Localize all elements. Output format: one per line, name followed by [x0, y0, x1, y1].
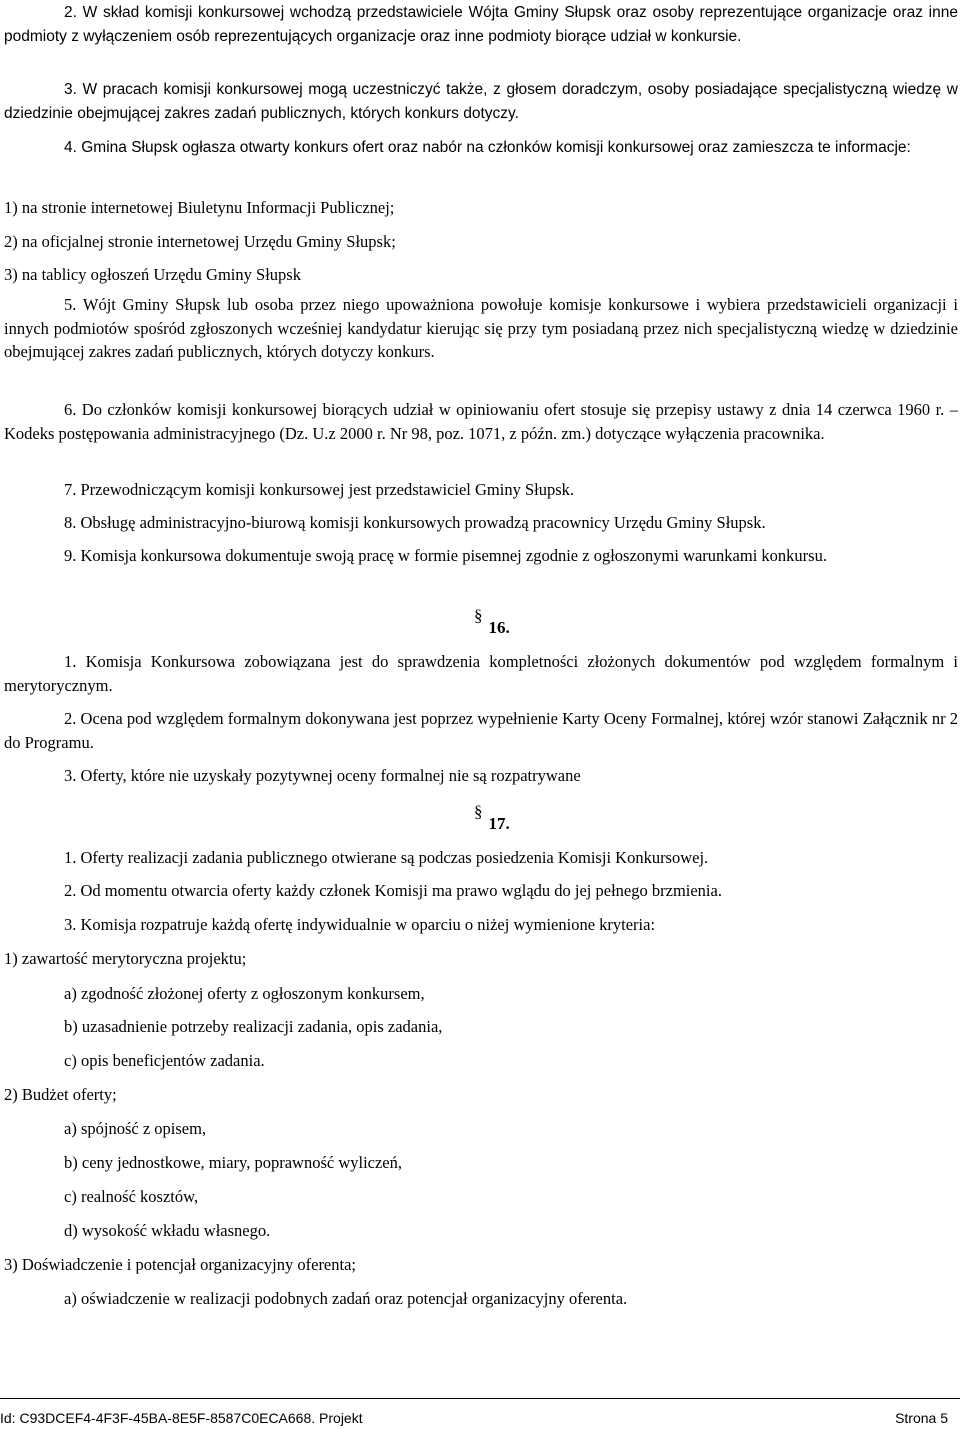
criterion-2d: d) wysokość wkładu własnego.: [64, 1221, 271, 1240]
section-number: 17.: [488, 814, 510, 833]
criterion-1b: b) uzasadnienie potrzeby realizacji zadania, opis zadania,: [64, 1017, 443, 1036]
criterion-3: 3) Doświadczenie i potencjał organizacyjny oferenta;: [4, 1255, 357, 1274]
criterion-2a: a) spójność z opisem,: [64, 1119, 207, 1138]
criterion-2: 2) Budżet oferty;: [4, 1085, 117, 1104]
paragraph-15-6: 6. Do członków komisji konkursowej biorących udział w opiniowaniu ofert stosuje się przepisy ustawy z dnia 14 czerwca 1960 r. – Kodeks postępowania administracyjnego (Dz. U.z 2000 r. Nr 98, poz. 1071, z późn. zm.) dotyczące wyłączenia pracownika.: [4, 400, 958, 443]
section-number: 16.: [488, 618, 510, 637]
criterion-1a: a) zgodność złożonej oferty z ogłoszonym konkursem,: [64, 984, 425, 1003]
list-item-15-4-2: 2) na oficjalnej stronie internetowej Urzędu Gminy Słupsk;: [4, 232, 396, 251]
paragraph-15-5: 5. Wójt Gminy Słupsk lub osoba przez niego upoważniona powołuje komisje konkursowe i wybiera przedstawicieli organizacji i innych podmiotów spośród zgłoszonych wcześniej kandydatur kierując się przy tym posiadaną przez nich specjalistyczną wiedzę w dziedzinie obejmującej zakres zadań publicznych, których dotyczy konkurs.: [4, 295, 958, 361]
section-heading-17: [474, 802, 510, 836]
paragraph-15-8: 8. Obsługę administracyjno-biurową komisji konkursowych prowadzą pracownicy Urzędu Gminy Słupsk.: [64, 513, 766, 532]
page-footer: [0, 1398, 960, 1429]
paragraph-17-1: 1. Oferty realizacji zadania publicznego otwierane są podczas posiedzenia Komisji Konkursowej.: [64, 848, 709, 867]
paragraph-15-7: 7. Przewodniczącym komisji konkursowej jest przedstawiciel Gminy Słupsk.: [64, 480, 575, 499]
paragraph-15-4: 4. Gmina Słupsk ogłasza otwarty konkurs ofert oraz nabór na członków komisji konkursowej oraz zamieszcza te informacje:: [64, 139, 911, 156]
list-item-15-4-1: 1) na stronie internetowej Biuletynu Informacji Publicznej;: [4, 198, 395, 217]
page-number: Strona 5: [895, 1410, 948, 1426]
criterion-1: 1) zawartość merytoryczna projektu;: [4, 949, 247, 968]
paragraph-17-3: 3. Komisja rozpatruje każdą ofertę indywidualnie w oparciu o niżej wymienione kryteria:: [64, 915, 656, 934]
paragraph-15-3: 3. W pracach komisji konkursowej mogą uczestniczyć także, z głosem doradczym, osoby posiadające specjalistyczną wiedzę w dziedzinie obejmującej zakres zadań publicznych, których konkurs dotyczy.: [4, 81, 958, 122]
paragraph-15-2: 2. W skład komisji konkursowej wchodzą przedstawiciele Wójta Gminy Słupsk oraz osoby reprezentujące organizacje oraz inne podmioty z wyłączeniem osób reprezentujących organizacje oraz inne podmioty biorące udział w konkursie.: [4, 4, 958, 45]
criterion-3a: a) oświadczenie w realizacji podobnych zadań oraz potencjał organizacyjny oferenta.: [64, 1289, 628, 1308]
criterion-2b: b) ceny jednostkowe, miary, poprawność wyliczeń,: [64, 1153, 402, 1172]
criterion-1c: c) opis beneficjentów zadania.: [64, 1051, 265, 1070]
section-symbol: §: [474, 606, 483, 625]
paragraph-16-2: 2. Ocena pod względem formalnym dokonywana jest poprzez wypełnienie Karty Oceny Formalnej, której wzór stanowi Załącznik nr 2 do Programu.: [4, 709, 958, 752]
paragraph-16-1: 1. Komisja Konkursowa zobowiązana jest do sprawdzenia kompletności złożonych dokumentów pod względem formalnym i merytorycznym.: [4, 652, 958, 695]
document-id: Id: C93DCEF4-4F3F-45BA-8E5F-8587C0ECA668. Projekt: [0, 1410, 363, 1426]
paragraph-16-3: 3. Oferty, które nie uzyskały pozytywnej oceny formalnej nie są rozpatrywane: [64, 766, 581, 785]
paragraph-15-9: 9. Komisja konkursowa dokumentuje swoją pracę w formie pisemnej zgodnie z ogłoszonymi warunkami konkursu.: [64, 546, 827, 565]
section-symbol: §: [474, 802, 483, 821]
list-item-15-4-3: 3) na tablicy ogłoszeń Urzędu Gminy Słupsk: [4, 265, 301, 284]
paragraph-17-2: 2. Od momentu otwarcia oferty każdy członek Komisji ma prawo wglądu do jej pełnego brzmienia.: [64, 881, 722, 900]
criterion-2c: c) realność kosztów,: [64, 1187, 199, 1206]
section-heading-16: [474, 606, 510, 640]
